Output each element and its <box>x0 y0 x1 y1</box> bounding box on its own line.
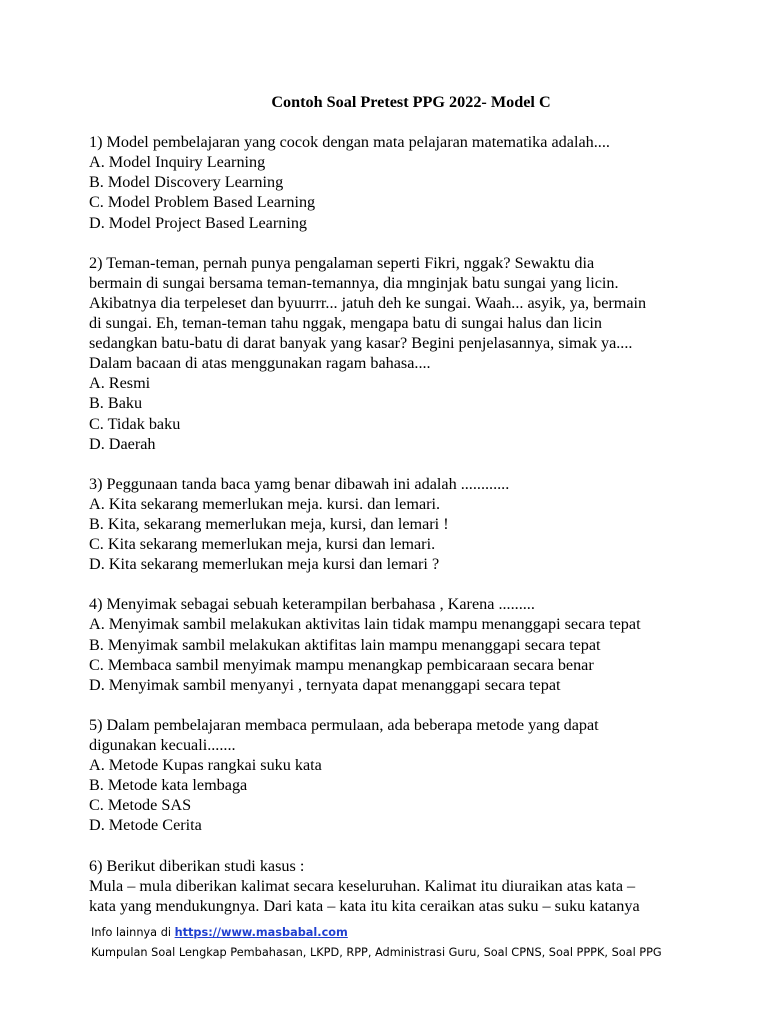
question-2 <box>89 253 729 454</box>
question-text: 4) Menyimak sebagai sebuah keterampilan berbahasa , Karena ......... <box>89 595 535 614</box>
document-title: Contoh Soal Pretest PPG 2022- Model C <box>271 93 551 111</box>
question-text: Akibatnya dia terpeleset dan byuurrr... jatuh deh ke sungai. Waah... asyik, ya, bermain <box>89 293 647 312</box>
answer-option: C. Metode SAS <box>89 796 192 815</box>
answer-option: B. Kita, sekarang memerlukan meja, kursi, dan lemari ! <box>89 514 449 533</box>
answer-option: D. Metode Cerita <box>89 816 202 835</box>
answer-option: D. Daerah <box>89 434 156 453</box>
answer-option: A. Menyimak sambil melakukan aktivitas lain tidak mampu menanggapi secara tepat <box>89 615 641 634</box>
footer-tagline: Kumpulan Soal Lengkap Pembahasan, LKPD, RPP, Administrasi Guru, Soal CPNS, Soal PPPK, Soal PPG <box>91 946 662 959</box>
answer-option: D. Menyimak sambil menyanyi , ternyata dapat menanggapi secara tepat <box>89 675 561 694</box>
website-link[interactable]: https://www.masbabal.com <box>174 926 348 939</box>
answer-option: C. Model Problem Based Learning <box>89 193 316 212</box>
page-footer <box>91 923 751 963</box>
answer-option: B. Baku <box>89 394 143 413</box>
answer-option: A. Resmi <box>89 374 151 393</box>
answer-option: B. Model Discovery Learning <box>89 173 284 192</box>
answer-option: A. Kita sekarang memerlukan meja. kursi. dan lemari. <box>89 494 441 513</box>
question-text: Dalam bacaan di atas menggunakan ragam bahasa.... <box>89 354 431 373</box>
answer-option: B. Menyimak sambil melakukan aktifitas lain mampu menanggapi secara tepat <box>89 635 601 654</box>
question-text: 6) Berikut diberikan studi kasus : <box>89 856 305 875</box>
question-text: digunakan kecuali....... <box>89 736 236 754</box>
question-text: 1) Model pembelajaran yang cocok dengan mata pelajaran matematika adalah.... <box>89 133 610 152</box>
case-study-text: kata yang mendukungnya. Dari kata – kata itu kita ceraikan atas suku – suku katanya <box>89 896 640 915</box>
question-1 <box>89 132 729 232</box>
question-text: sedangkan batu-batu di darat banyak yang kasar? Begini penjelasannya, simak ya.... <box>89 334 633 353</box>
answer-option: C. Tidak baku <box>89 414 181 433</box>
question-4 <box>89 594 729 694</box>
answer-option: D. Model Project Based Learning <box>89 213 308 232</box>
case-study-text: Mula – mula diberikan kalimat secara keseluruhan. Kalimat itu diuraikan atas kata – <box>89 876 636 895</box>
answer-option: B. Metode kata lembaga <box>89 776 248 795</box>
answer-option: A. Model Inquiry Learning <box>89 153 266 172</box>
answer-option: A. Metode Kupas rangkai suku kata <box>89 756 322 775</box>
document-body <box>89 92 729 936</box>
question-5 <box>89 715 729 836</box>
question-text: 3) Peggunaan tanda baca yamg benar dibawah ini adalah ............ <box>89 474 510 493</box>
answer-option: C. Kita sekarang memerlukan meja, kursi dan lemari. <box>89 535 436 554</box>
question-6 <box>89 856 729 916</box>
answer-option: C. Membaca sambil menyimak mampu menangkap pembicaraan secara benar <box>89 655 594 674</box>
question-3 <box>89 474 729 574</box>
question-text: 2) Teman-teman, pernah punya pengalaman seperti Fikri, nggak? Sewaktu dia <box>89 253 595 272</box>
answer-option: D. Kita sekarang memerlukan meja kursi dan lemari ? <box>89 555 440 574</box>
question-text: di sungai. Eh, teman-teman tahu nggak, mengapa batu di sungai halus dan licin <box>89 314 602 333</box>
question-text: bermain di sungai bersama teman-temannya, dia mnginjak batu sungai yang licin. <box>89 273 619 292</box>
question-text: 5) Dalam pembelajaran membaca permulaan, ada beberapa metode yang dapat <box>89 715 599 734</box>
footer-info-prefix: Info lainnya di <box>91 926 175 939</box>
footer-info-line <box>91 923 751 943</box>
